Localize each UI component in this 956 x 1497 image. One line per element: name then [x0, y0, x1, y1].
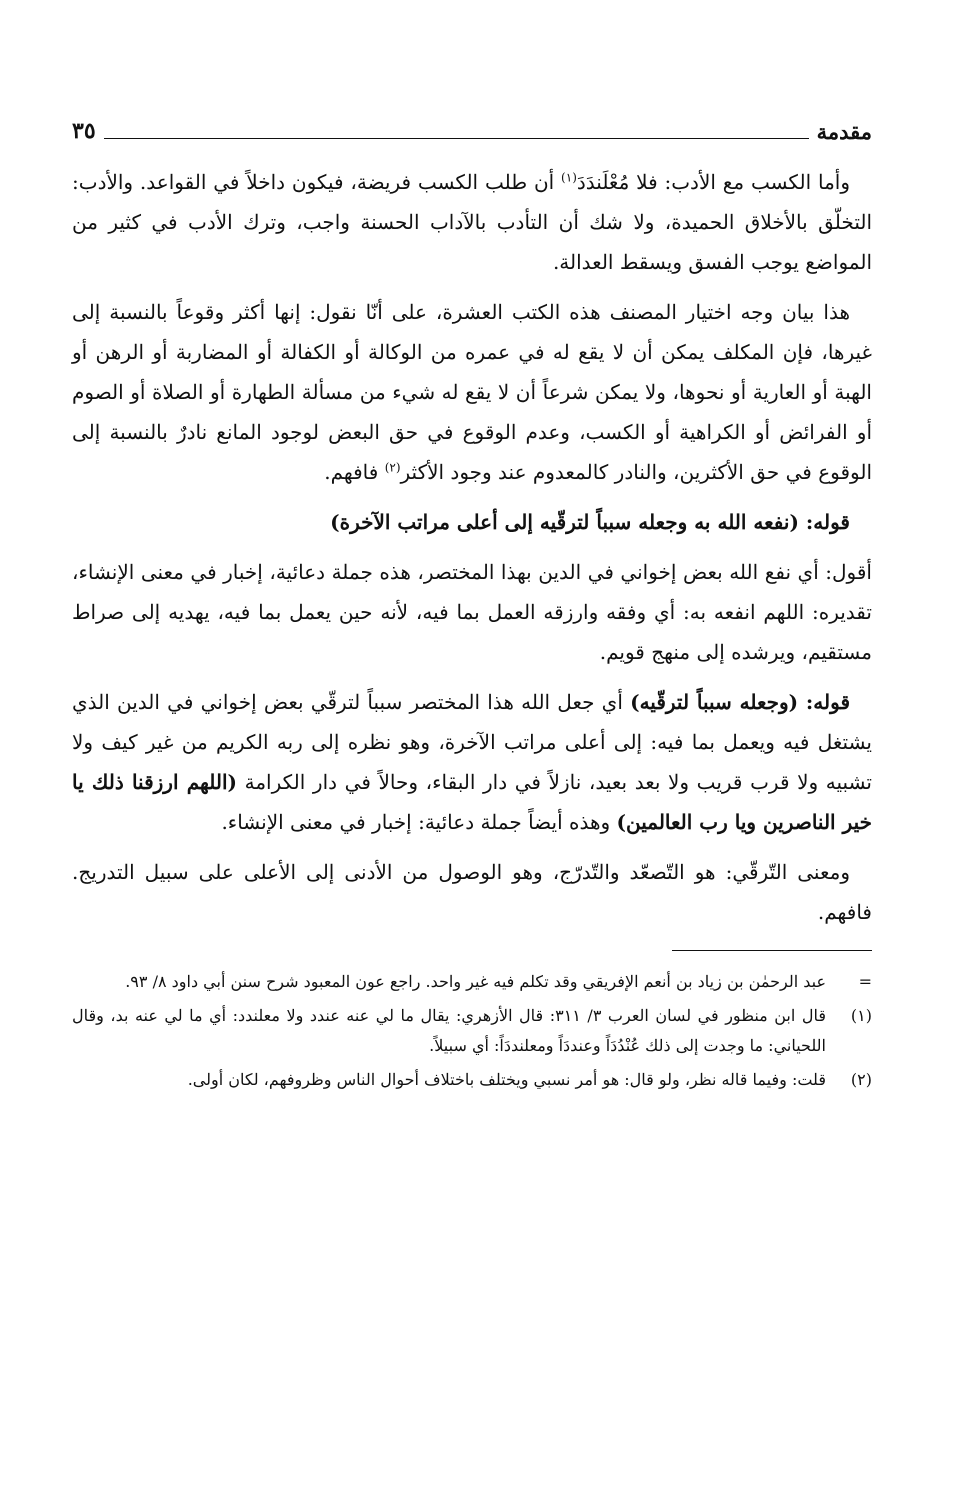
paragraph-qawluhu-heading [72, 502, 872, 542]
footnote-mark: (٢) [850, 1070, 872, 1089]
paragraph-text: ومعنى التّرقّي: هو التّصعّد والتّدرّج، وهو الوصول من الأدنى إلى الأعلى على سبيل التدريج. فافهم. [72, 860, 872, 924]
paragraph-text: أن طلب الكسب فريضة، فيكون داخلاً في القواعد. والأدب: التخلّق بالأخلاق الحميدة، ولا شك أن التأدب بالآداب الحسنة واجب، وترك الأدب في كثير من المواضع يوجب الفسق ويسقط العدالة. [72, 170, 872, 274]
body-text [72, 162, 872, 932]
page-number: ٣٥ [72, 118, 96, 144]
paragraph-taraqqi-meaning [72, 852, 872, 932]
footnote-text: قال ابن منظور في لسان العرب ٣/ ٣١١: قال الأزهري: يقال ما لي عنه عندد ولا معلندد: أي ما لي عنه بد، وقال اللحياني: ما وجدت إلى ذلك عُنْدُدَاً وعنددَاً ومعلنددَاً: أي سبيلاً. [72, 1006, 826, 1055]
document-page [72, 108, 872, 1099]
header-rule [104, 138, 809, 139]
footnote-text: عبد الرحمٰن بن زياد بن أنعم الإفريقي وقد تكلم فيه غير واحد. راجع عون المعبود شرح سنن أبي داود ٨/ ٩٣. [125, 972, 826, 991]
paragraph-text: وأما الكسب مع الأدب: فلا مُعْلَندَدَ [576, 170, 850, 194]
footnote-ref-2: (٢) [384, 460, 401, 475]
qawluhu-lead: قوله: (وجعله سبباً لترقّيه) [630, 690, 850, 714]
paragraph-aqulu [72, 552, 872, 672]
paragraph-kasb-adab [72, 162, 872, 282]
paragraph-text: فافهم. [324, 460, 385, 484]
footnote-ref-1: (١) [561, 170, 577, 185]
paragraph-text: وهذه أيضاً جملة دعائية: إخبار في معنى الإنشاء. [221, 810, 617, 834]
footnote-mark: = [858, 972, 872, 991]
paragraph-ten-books [72, 292, 872, 492]
footnote-continued [72, 967, 872, 997]
qawluhu-heading: قوله: (نفعه الله به وجعله سبباً لترقّيه إلى أعلى مراتب الآخرة) [330, 510, 850, 534]
paragraph-text: هذا بيان وجه اختيار المصنف هذه الكتب العشرة، على أنّا نقول: إنها أكثر وقوعاً بالنسبة إلى غيرها، فإن المكلف يمكن أن لا يقع له في عمره من الوكالة أو الكفالة أو المضاربة أو الرهن أو الهبة أو العارية أو نحوها، ولا يمكن شرعاً أن لا يقع له شيء من مسألة الطهارة أو الصلاة أو الصوم أو الفرائض أو الكراهية أو الكسب، وعدم الوقوع في حق البعض لوجود المانع نادرٌ بالنسبة إلى الوقوع في حق الأكثرين، والنادر كالمعدوم عند وجود الأكثر [72, 300, 872, 484]
footnote-separator [672, 950, 872, 951]
footnote-1 [72, 1001, 872, 1061]
footnote-mark: (١) [850, 1006, 872, 1025]
footnotes [72, 967, 872, 1095]
dua-phrase: (اللهم ارزقنا ذلك يا خير الناصرين ويا رب العالمين) [72, 770, 872, 834]
paragraph-text: أقول: أي نفع الله بعض إخواني في الدين بهذا المختصر، هذه جملة دعائية، إخبار في معنى الإنشاء، تقديره: اللهم انفعه به: أي وفقه وارزقه العمل بما فيه، لأنه حين يعمل بما فيه، يهديه إلى صراط مستقيم، ويرشده إلى منهج قويم. [72, 560, 872, 664]
footnote-2 [72, 1065, 872, 1095]
paragraph-text: أي جعل الله هذا المختصر سبباً لترقّي بعض إخواني في الدين الذي يشتغل فيه ويعمل بما فيه: إلى أعلى مراتب الآخرة، وهو نظره إلى ربه الكريم من غير كيف ولا تشبيه ولا قرب قريب ولا بعد بعيد، نازلاً في دار البقاء، وحالاً في دار الكرامة [72, 690, 872, 794]
running-header [72, 108, 872, 142]
paragraph-tarqiyah [72, 682, 872, 842]
footnote-text: قلت: وفيما قاله نظر، ولو قال: هو أمر نسبي ويختلف باختلاف أحوال الناس وظروفهم، لكان أولى. [187, 1070, 826, 1089]
chapter-title: مقدمة [816, 119, 872, 144]
